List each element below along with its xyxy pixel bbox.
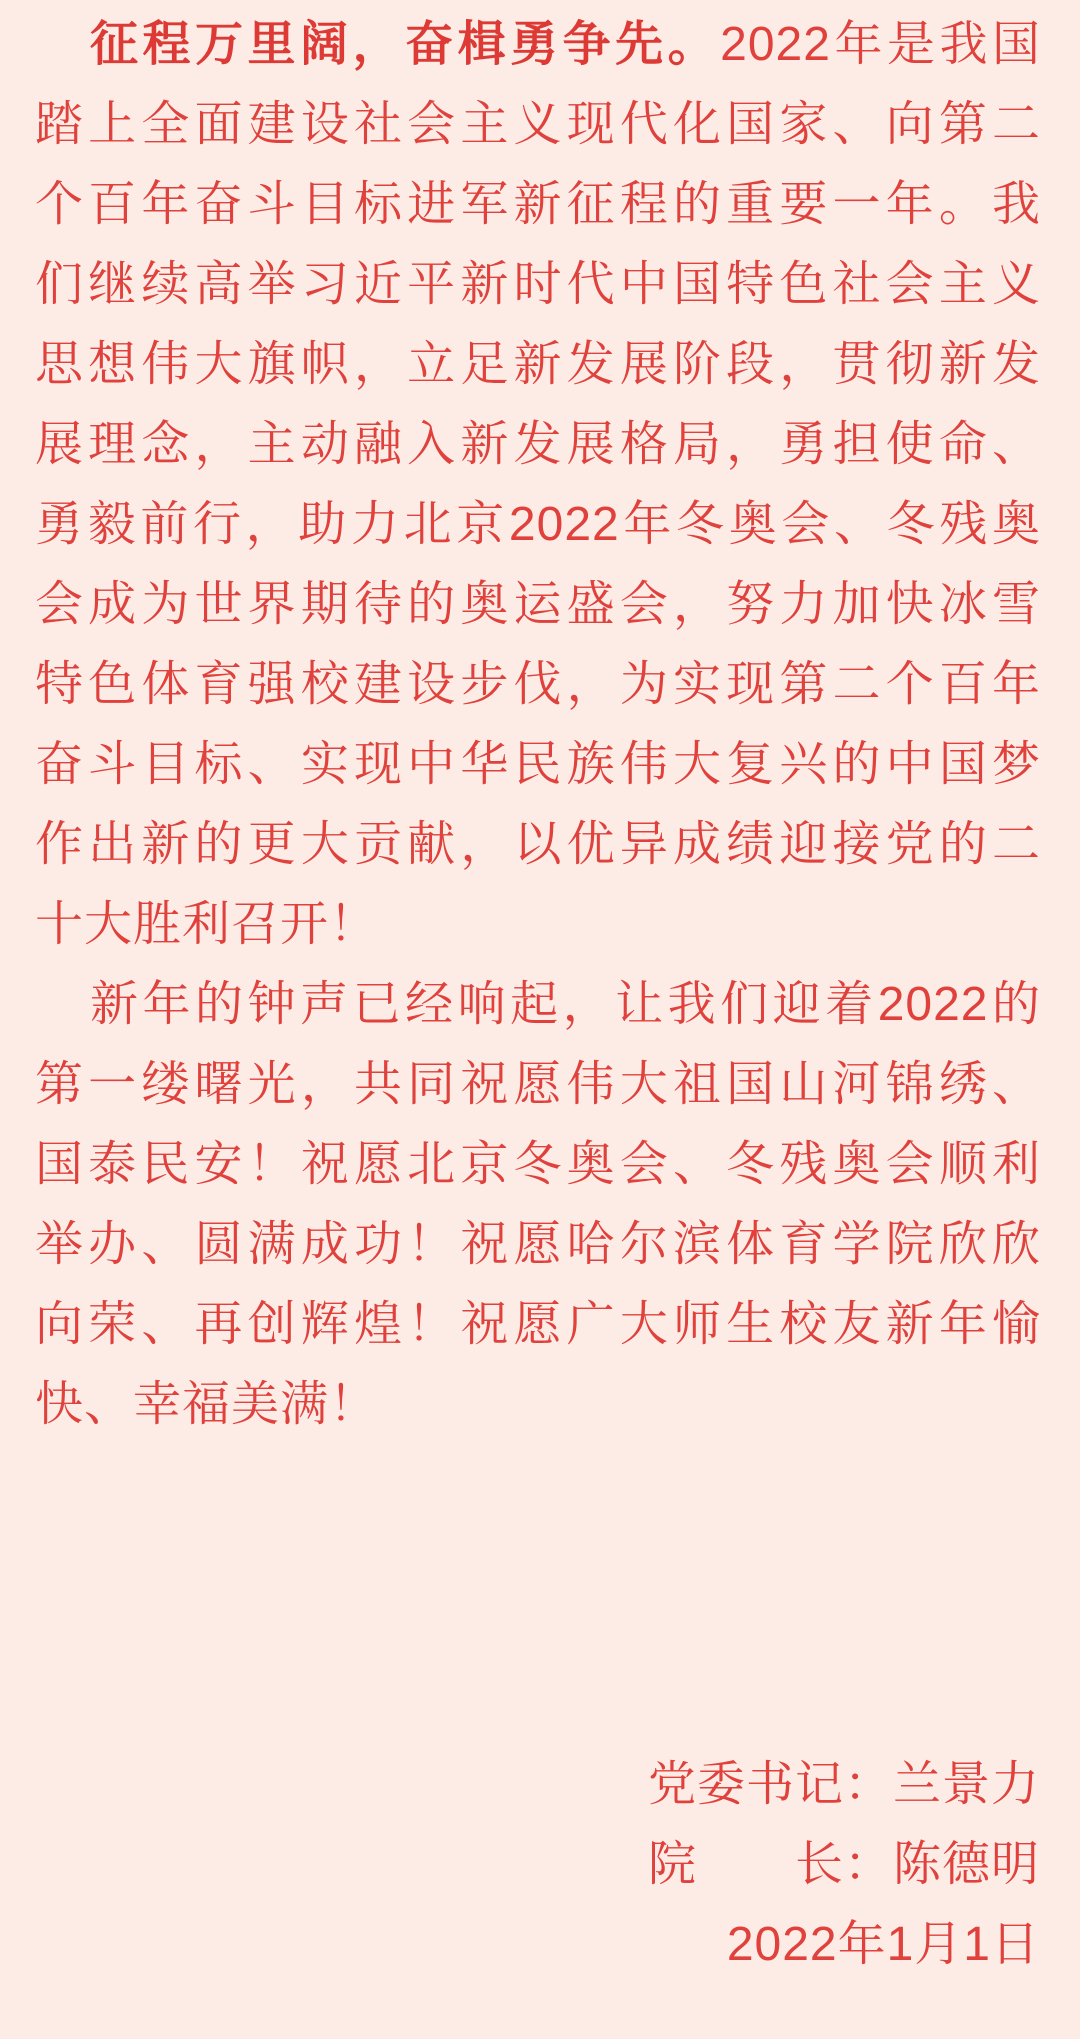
signature-block bbox=[648, 1745, 1040, 1985]
text-line: 举办、圆满成功！祝愿哈尔滨体育学院欣欣 bbox=[35, 1218, 1041, 1271]
bold-opening-phrase: 征程万里阔，奋楫勇争先。 bbox=[90, 18, 721, 71]
text-line: 们继续高举习近平新时代中国特色社会主义 bbox=[35, 258, 1041, 311]
text-line: 快、幸福美满！ bbox=[35, 1378, 379, 1431]
text-line: 向荣、再创辉煌！祝愿广大师生校友新年愉 bbox=[35, 1298, 1041, 1351]
text-line: 展理念，主动融入新发展格局，勇担使命、 bbox=[35, 418, 1041, 471]
signature-date: 2022年1月1日 bbox=[726, 1918, 1040, 1971]
secretary-signature: 党委书记：兰景力 bbox=[647, 1758, 1040, 1811]
text-line: 勇毅前行，助力北京2022年冬奥会、冬残奥 bbox=[35, 498, 1041, 551]
text-line: 踏上全面建设社会主义现代化国家、向第二 bbox=[35, 98, 1041, 151]
text-line: 会成为世界期待的奥运盛会，努力加快冰雪 bbox=[35, 578, 1041, 631]
text-line: 国泰民安！祝愿北京冬奥会、冬残奥会顺利 bbox=[35, 1138, 1041, 1191]
line-text: 2022年是我国 bbox=[720, 18, 1041, 71]
text-line bbox=[35, 5, 1041, 85]
president-signature: 院 长：陈德明 bbox=[647, 1838, 1040, 1891]
text-line: 新年的钟声已经响起，让我们迎着2022的 bbox=[90, 978, 1041, 1031]
paragraph-2 bbox=[35, 965, 1041, 1445]
text-line: 第一缕曙光，共同祝愿伟大祖国山河锦绣、 bbox=[35, 1058, 1041, 1111]
text-line: 十大胜利召开！ bbox=[35, 898, 379, 951]
article-body bbox=[35, 5, 1041, 1445]
text-line: 作出新的更大贡献，以优异成绩迎接党的二 bbox=[35, 818, 1041, 871]
text-line: 奋斗目标、实现中华民族伟大复兴的中国梦 bbox=[35, 738, 1041, 791]
text-line: 思想伟大旗帜，立足新发展阶段，贯彻新发 bbox=[35, 338, 1041, 391]
paragraph-1 bbox=[35, 5, 1041, 965]
text-line: 特色体育强校建设步伐，为实现第二个百年 bbox=[35, 658, 1041, 711]
text-line: 个百年奋斗目标进军新征程的重要一年。我 bbox=[35, 178, 1041, 231]
